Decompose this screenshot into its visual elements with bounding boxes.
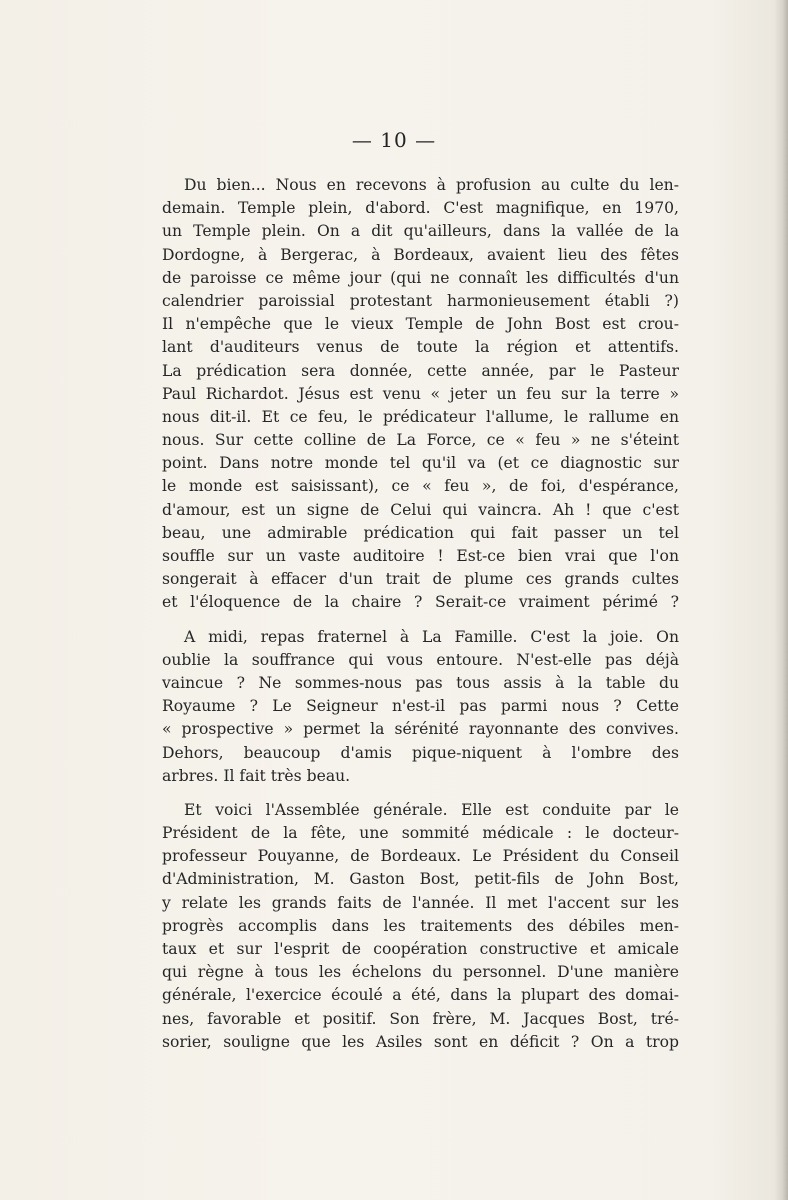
text-line: y relate les grands faits de l'année. Il met l'accent sur les — [162, 893, 679, 912]
text-line: beau, une admirable prédication qui fait passer un tel — [162, 523, 679, 542]
text-line: d'Administration, M. Gaston Bost, petit-fils de John Bost, — [162, 870, 679, 889]
text-line: Dordogne, à Bergerac, à Bordeaux, avaient lieu des fêtes — [162, 245, 679, 264]
text-line: sorier, souligne que les Asiles sont en déficit ? On a trop — [162, 1032, 679, 1051]
text-line: professeur Pouyanne, de Bordeaux. Le Président du Conseil — [162, 847, 679, 866]
text-line: A midi, repas fraternel à La Famille. C'est la joie. On — [184, 627, 679, 646]
text-line: Et voici l'Assemblée générale. Elle est conduite par le — [184, 800, 679, 819]
body-text — [162, 174, 679, 1054]
text-line: calendrier paroissial protestant harmonieusement établi ?) — [162, 291, 679, 310]
text-line: La prédication sera donnée, cette année, par le Pasteur — [162, 361, 679, 380]
text-line: Président de la fête, une sommité médicale : le docteur- — [162, 824, 679, 843]
text-line: taux et sur l'esprit de coopération constructive et amicale — [162, 940, 679, 958]
text-line: générale, l'exercice écoulé a été, dans la plupart des domai- — [162, 986, 679, 1005]
text-line: lant d'auditeurs venus de toute la région et attentifs. — [162, 338, 679, 357]
text-line: songerait à effacer d'un trait de plume ces grands cultes — [162, 570, 679, 589]
text-line: nous dit-il. Et ce feu, le prédicateur l'allume, le rallume en — [162, 407, 679, 426]
text-line: Il n'empêche que le vieux Temple de John Bost est crou- — [162, 315, 679, 334]
text-line: Dehors, beaucoup d'amis pique-niquent à l'ombre des — [162, 743, 679, 762]
text-line: nous. Sur cette colline de La Force, ce « feu » ne s'éteint — [162, 431, 679, 450]
text-line: d'amour, est un signe de Celui qui vaincra. Ah ! que c'est — [162, 500, 679, 519]
text-line: point. Dans notre monde tel qu'il va (et ce diagnostic sur — [162, 454, 679, 473]
text-line: souffle sur un vaste auditoire ! Est-ce bien vrai que l'on — [162, 547, 679, 565]
paragraph-gap — [162, 788, 679, 799]
text-line: arbres. Il fait très beau. — [162, 766, 351, 785]
paragraph — [162, 799, 679, 1054]
text-line: Paul Richardot. Jésus est venu « jeter un feu sur la terre » — [162, 384, 679, 403]
paragraph — [162, 626, 679, 788]
text-line: qui règne à tous les échelons du personnel. D'une manière — [162, 963, 679, 982]
text-line: le monde est saisissant), ce « feu », de foi, d'espérance, — [162, 477, 679, 496]
binding-shadow — [774, 0, 788, 1200]
text-line: vaincue ? Ne sommes-nous pas tous assis à la table du — [162, 673, 679, 692]
text-line: de paroisse ce même jour (qui ne connaît les difficultés d'un — [162, 268, 679, 287]
text-line: et l'éloquence de la chaire ? Serait-ce vraiment périmé ? — [162, 593, 679, 612]
text-line: Royaume ? Le Seigneur n'est-il pas parmi nous ? Cette — [162, 697, 679, 716]
text-line: nes, favorable et positif. Son frère, M. Jacques Bost, tré- — [162, 1009, 679, 1028]
text-line: Du bien... Nous en recevons à profusion au culte du len- — [184, 176, 679, 194]
text-line: « prospective » permet la sérénité rayonnante des convives. — [162, 720, 679, 739]
text-line: progrès accomplis dans les traitements des débiles men- — [162, 916, 679, 935]
text-line: oublie la souffrance qui vous entoure. N'est-elle pas déjà — [162, 650, 679, 669]
page-number: — 10 — — [351, 128, 437, 152]
paragraph — [162, 174, 679, 615]
paragraph-gap — [162, 615, 679, 626]
text-line: demain. Temple plein, d'abord. C'est magnifique, en 1970, — [162, 199, 679, 218]
text-line: un Temple plein. On a dit qu'ailleurs, dans la vallée de la — [162, 222, 679, 241]
